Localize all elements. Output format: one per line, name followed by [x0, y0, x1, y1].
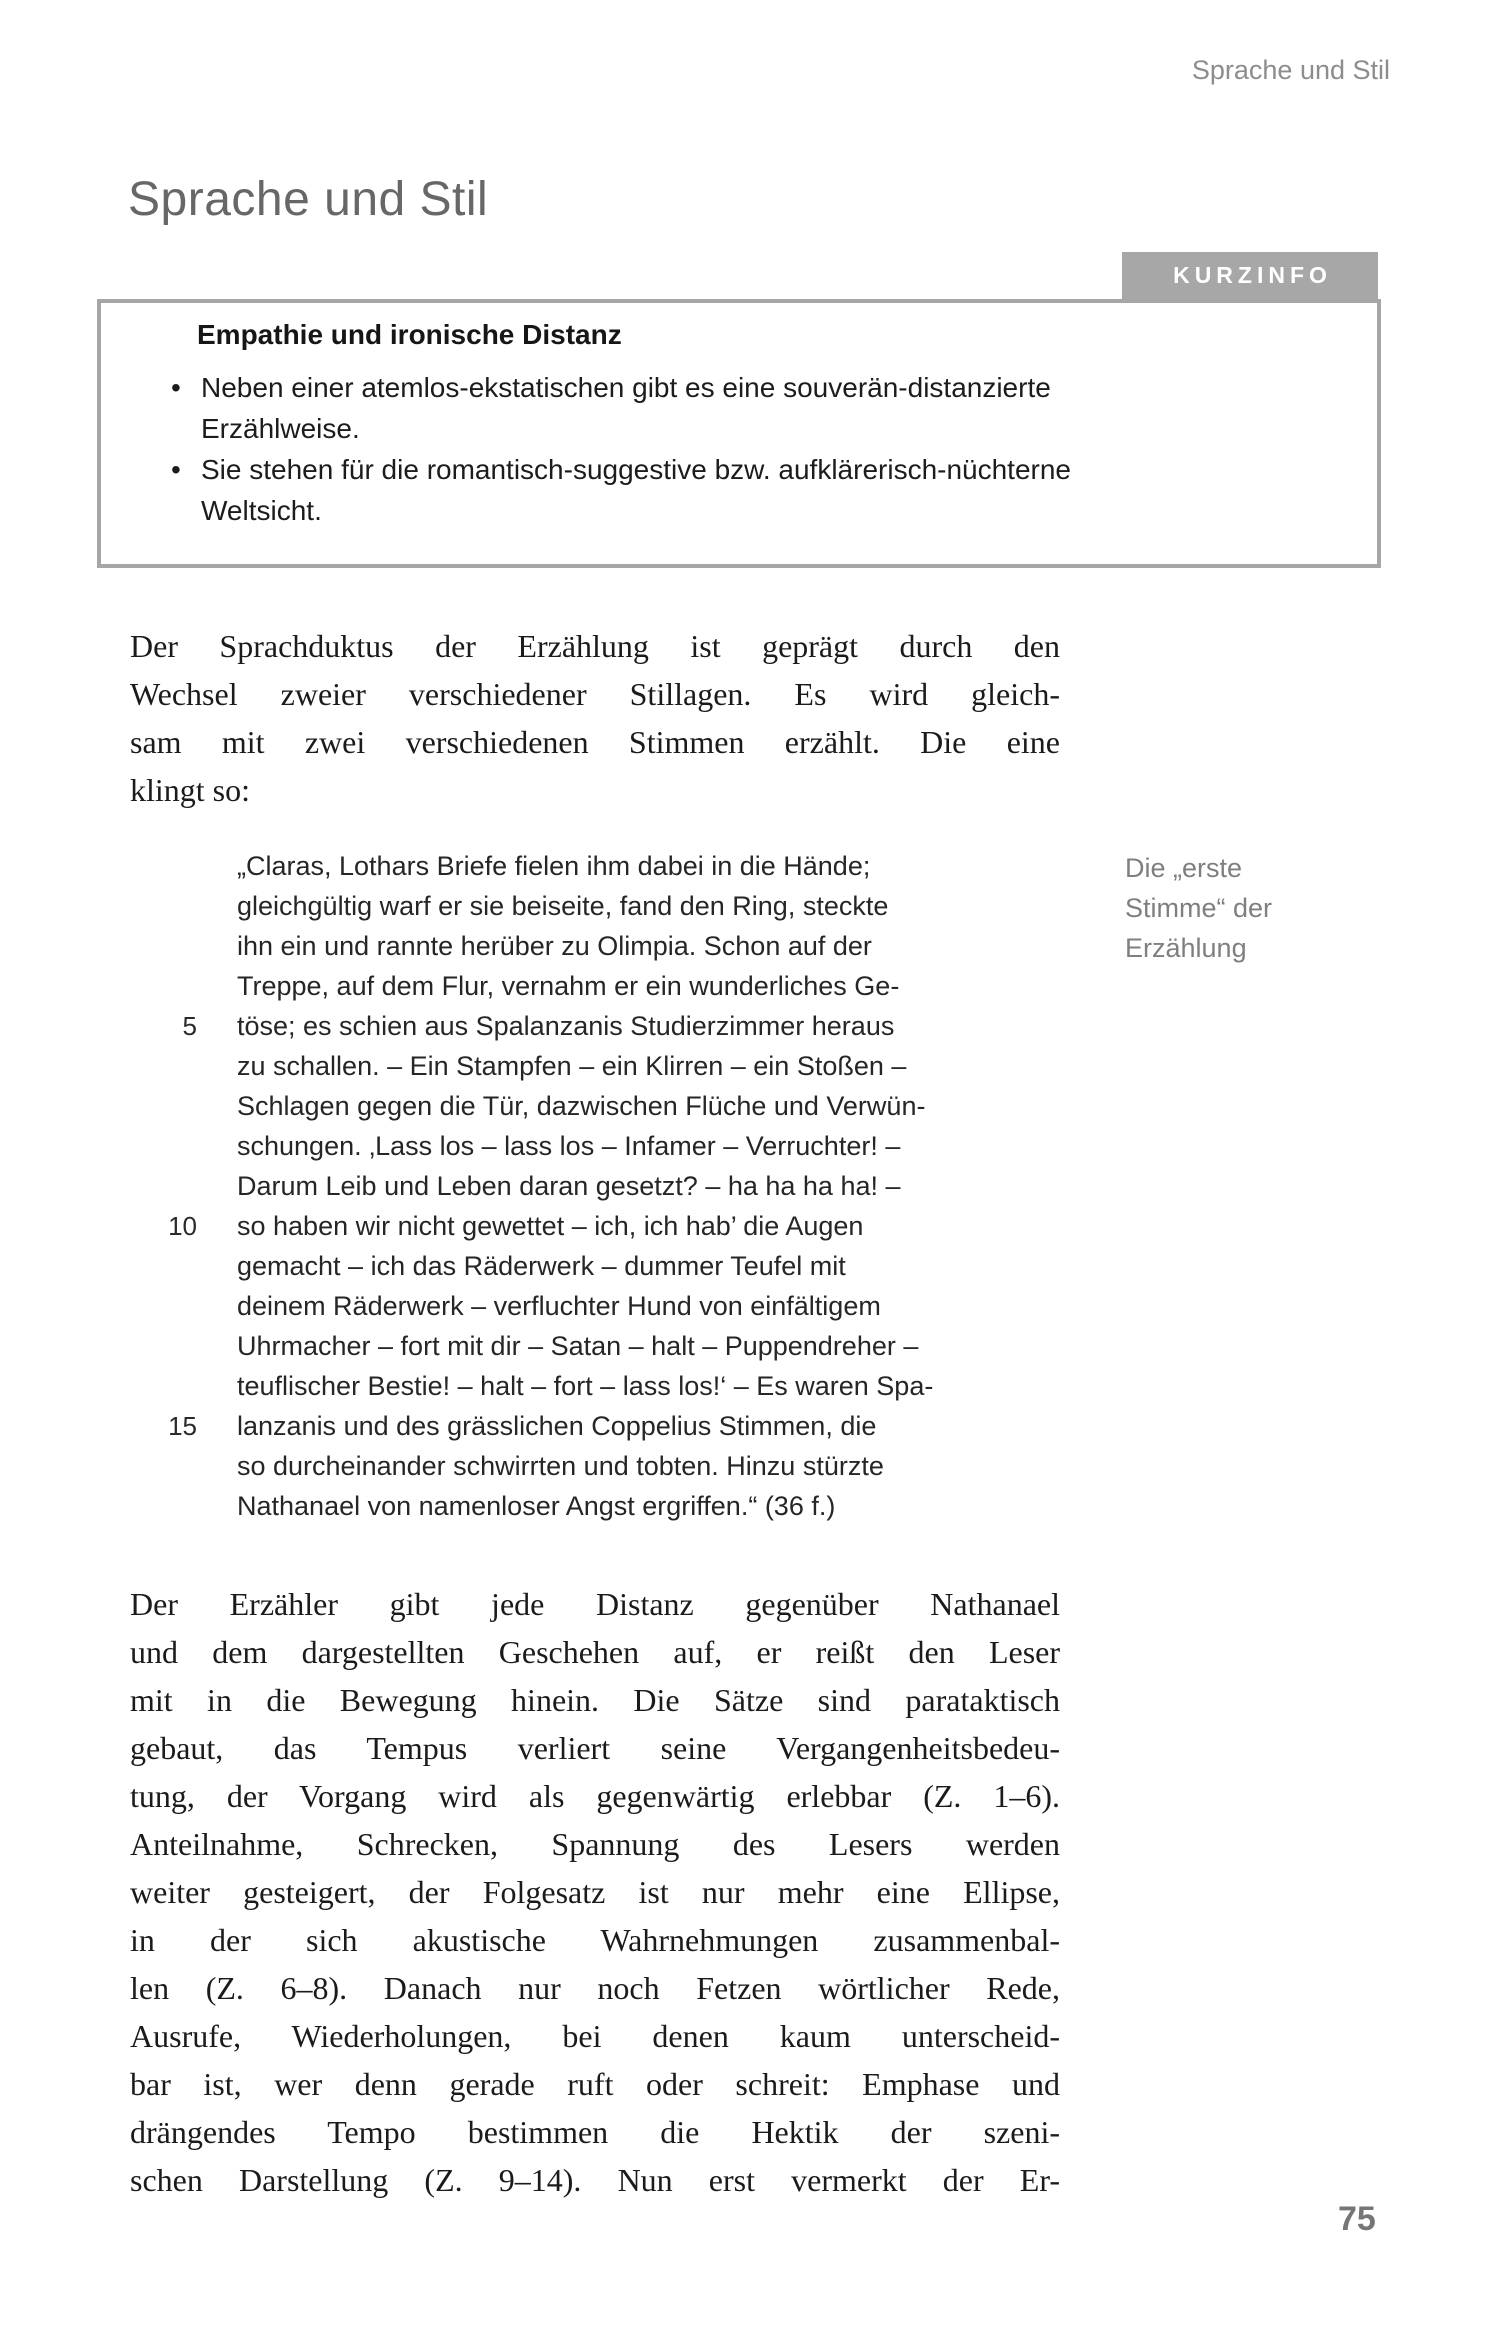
quote-line-number [130, 846, 197, 886]
quote-line-text: zu schallen. – Ein Stampfen – ein Klirren – ein Stoßen – [237, 1051, 907, 1081]
kurzinfo-label: KURZINFO [1122, 252, 1378, 299]
text-line: Ausrufe, Wiederholungen, bei denen kaum unterscheid- [130, 2018, 1060, 2054]
quote-line [130, 1406, 1050, 1446]
text-line: drängendes Tempo bestimmen die Hektik der szeni- [130, 2114, 1060, 2150]
quote-line-number [130, 886, 197, 926]
bullet-icon [171, 490, 201, 531]
quote-line [130, 1006, 1050, 1046]
text-line: Wechsel zweier verschiedener Stillagen. Es wird gleich- [130, 676, 1060, 712]
quote-line-number [130, 966, 197, 1006]
text-line: schen Darstellung (Z. 9–14). Nun erst vermerkt der Er- [130, 2162, 1060, 2198]
margin-note [1125, 848, 1272, 968]
quote-line [130, 1446, 1050, 1486]
quote-line-text: Schlagen gegen die Tür, dazwischen Flüche und Verwün- [237, 1091, 926, 1121]
quote-line [130, 1486, 1050, 1526]
quote-line-number: 5 [182, 1011, 197, 1041]
quote-line-number [130, 926, 197, 966]
quote-line-number [130, 1286, 197, 1326]
text-line: gebaut, das Tempus verliert seine Vergangenheitsbedeu- [130, 1730, 1060, 1766]
paragraph-2 [130, 1580, 1060, 2204]
quote-line-number [130, 1366, 197, 1406]
quote-line [130, 1046, 1050, 1086]
quote-line-text: Nathanael von namenloser Angst ergriffen.“ (36 f.) [237, 1491, 836, 1521]
quote-line-number [130, 1166, 197, 1206]
quote-line [130, 1126, 1050, 1166]
quote-line [130, 1326, 1050, 1366]
quote-line [130, 1246, 1050, 1286]
quote-line [130, 966, 1050, 1006]
quote-line [130, 846, 1050, 886]
text-line: sam mit zwei verschiedenen Stimmen erzählt. Die eine [130, 724, 1060, 760]
quote-line-text: schungen. ‚Lass los – lass los – Infamer – Verruchter! – [237, 1131, 901, 1161]
quote-line-text: lanzanis und des grässlichen Coppelius Stimmen, die [237, 1411, 877, 1441]
bullet-text: Sie stehen für die romantisch-suggestive bzw. aufklärerisch-nüchterne [201, 454, 1071, 485]
margin-note-line: Erzählung [1125, 933, 1247, 963]
bullet-line [101, 367, 1377, 408]
quote-line-number [130, 1246, 197, 1286]
text-line: bar ist, wer denn gerade ruft oder schreit: Emphase und [130, 2066, 1060, 2102]
quote-line-text: gemacht – ich das Räderwerk – dummer Teufel mit [237, 1251, 846, 1281]
bullet-text: Neben einer atemlos-ekstatischen gibt es eine souverän-distanzierte [201, 372, 1051, 403]
quote-line-number [130, 1446, 197, 1486]
bullet-icon: • [171, 372, 181, 403]
quote-line-number [130, 1326, 197, 1366]
text-line: tung, der Vorgang wird als gegenwärtig erlebbar (Z. 1–6). [130, 1778, 1060, 1814]
quote-line [130, 926, 1050, 966]
text-line: Der Sprachduktus der Erzählung ist geprägt durch den [130, 628, 1060, 664]
text-line: weiter gesteigert, der Folgesatz ist nur mehr eine Ellipse, [130, 1874, 1060, 1910]
quote-line [130, 886, 1050, 926]
page-title: Sprache und Stil [128, 173, 489, 226]
quote-line-text: Uhrmacher – fort mit dir – Satan – halt – Puppendreher – [237, 1331, 919, 1361]
quote-line [130, 1366, 1050, 1406]
quote-line-number: 10 [168, 1211, 197, 1241]
infobox-title: Empathie und ironische Distanz [197, 319, 622, 350]
quote-line-text: „Claras, Lothars Briefe fielen ihm dabei in die Hände; [237, 851, 871, 881]
text-line: len (Z. 6–8). Danach nur noch Fetzen wörtlicher Rede, [130, 1970, 1060, 2006]
bullet-text: Weltsicht. [201, 495, 322, 526]
kurzinfo-box [97, 299, 1381, 568]
quote-line-text: so durcheinander schwirrten und tobten. Hinzu stürzte [237, 1451, 884, 1481]
quote-line-text: Darum Leib und Leben daran gesetzt? – ha ha ha ha! – [237, 1171, 901, 1201]
quote-line [130, 1206, 1050, 1246]
running-header: Sprache und Stil [1191, 55, 1390, 85]
quote-line [130, 1086, 1050, 1126]
bullet-icon: • [171, 454, 181, 485]
quote-line-text: so haben wir nicht gewettet – ich, ich hab’ die Augen [237, 1211, 864, 1241]
quote-line-text: Treppe, auf dem Flur, vernahm er ein wunderliches Ge- [237, 971, 900, 1001]
text-line: Anteilnahme, Schrecken, Spannung des Lesers werden [130, 1826, 1060, 1862]
quote-line-text: gleichgültig warf er sie beiseite, fand den Ring, steckte [237, 891, 889, 921]
quote-line-text: deinem Räderwerk – verfluchter Hund von einfältigem [237, 1291, 881, 1321]
bullet-line [101, 408, 1377, 449]
quote-block [130, 846, 1050, 1526]
quote-line-number [130, 1046, 197, 1086]
text-line: Der Erzähler gibt jede Distanz gegenüber Nathanael [130, 1586, 1060, 1622]
paragraph-1 [130, 622, 1060, 814]
bullet-line [101, 449, 1377, 490]
text-line: klingt so: [130, 772, 251, 808]
quote-line-text: töse; es schien aus Spalanzanis Studierzimmer heraus [237, 1011, 895, 1041]
bullet-text: Erzählweise. [201, 413, 360, 444]
quote-line [130, 1286, 1050, 1326]
infobox-bullets [101, 367, 1377, 531]
margin-note-line: Die „erste [1125, 853, 1243, 883]
quote-line-text: ihn ein und rannte herüber zu Olimpia. Schon auf der [237, 931, 872, 961]
bullet-line [101, 490, 1377, 531]
quote-line-number [130, 1126, 197, 1166]
quote-line [130, 1166, 1050, 1206]
quote-line-number: 15 [168, 1411, 197, 1441]
quote-line-number [130, 1486, 197, 1526]
quote-line-number [130, 1086, 197, 1126]
text-line: in der sich akustische Wahrnehmungen zusammenbal- [130, 1922, 1060, 1958]
bullet-icon [171, 408, 201, 449]
text-line: mit in die Bewegung hinein. Die Sätze sind parataktisch [130, 1682, 1060, 1718]
margin-note-line: Stimme“ der [1125, 893, 1273, 923]
paragraph-1-justified-lines [130, 622, 1060, 766]
text-line: und dem dargestellten Geschehen auf, er reißt den Leser [130, 1634, 1060, 1670]
page-number: 75 [1338, 2200, 1376, 2238]
quote-line-text: teuflischer Bestie! – halt – fort – lass los!‘ – Es waren Spa- [237, 1371, 934, 1401]
